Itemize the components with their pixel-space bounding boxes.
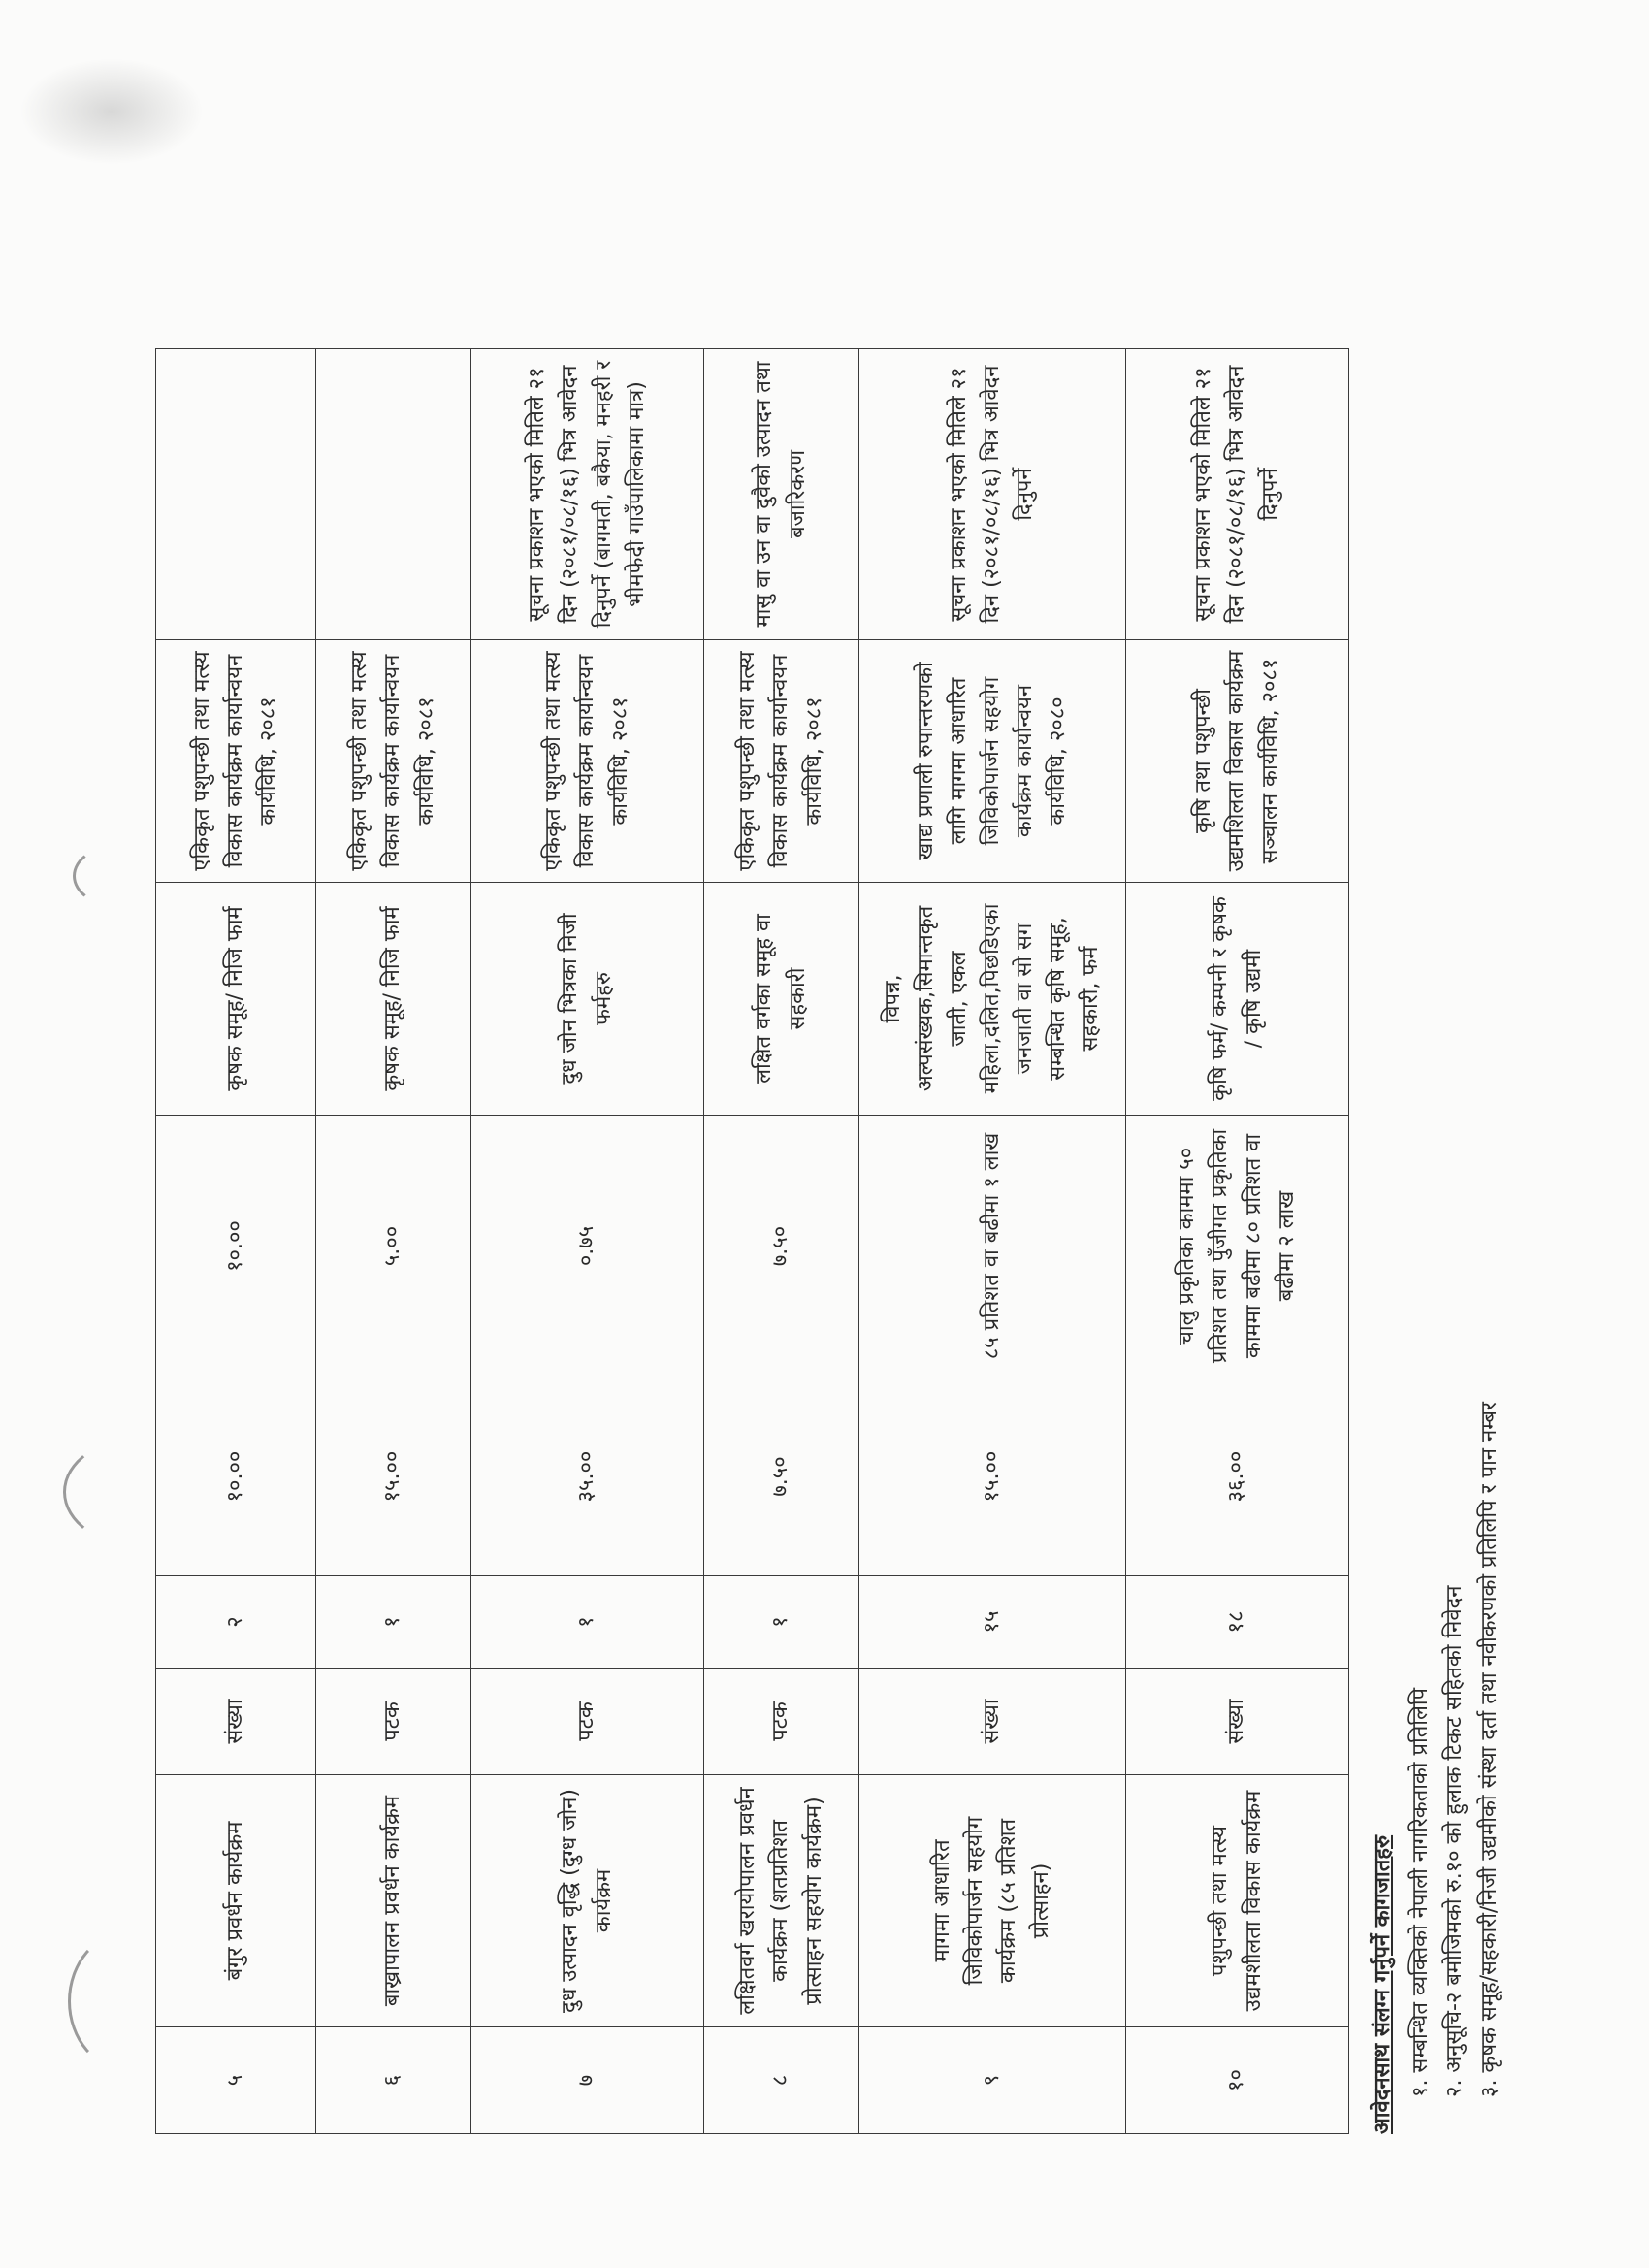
table-row [316,349,471,2134]
cell-remarks [156,349,316,640]
cell-sn: ९ [859,2027,1126,2134]
cell-beneficiary: कृषि फर्म/ कम्पनी र कृषक / कृषि उद्यमी [1126,883,1349,1116]
cell-budget: ३६.०० [1126,1377,1349,1576]
program-table [155,348,1349,2134]
cell-guideline: कृषि तथा पशुपन्छी उद्यमशिलता विकास कार्यक्रम सञ्चालन कार्यविधि, २०८१ [1126,640,1349,883]
document-item: ३. कृषक समूह/सहकारी/निजी उद्यमीको संस्था दर्ता तथा नवीकरणको प्रतिलिपि र पान नम्बर [1476,1402,1502,2097]
cell-remarks: सूचना प्रकाशन भएको मितिले २१ दिन (२०८१/०८/१६) भित्र आवेदन दिनुपर्ने [859,349,1126,640]
cell-guideline: एकिकृत पशुपन्छी तथा मत्स्य विकास कार्यक्रम कार्यान्वयन कार्यविधि, २०८१ [316,640,471,883]
cell-budget: १५.०० [859,1377,1126,1576]
document-item: १. सम्बन्धित व्यक्तिको नेपाली नागरिकताको प्रतिलिपि [1408,1687,1434,2097]
cell-budget: ३५.०० [471,1377,704,1576]
cell-program: बंगुर प्रवर्धन कार्यक्रम [156,1775,316,2027]
cell-beneficiary: दुध जोन भित्रका निजी फर्महरु [471,883,704,1116]
cell-qty: १८ [1126,1576,1349,1669]
cell-unit: संख्या [1126,1669,1349,1775]
cell-guideline: एकिकृत पशुपन्छी तथा मत्स्य विकास कार्यक्रम कार्यान्वयन कार्यविधि, २०८१ [156,640,316,883]
cell-grant: चालु प्रकृतिका काममा ५० प्रतिशत तथा पुँजीगत प्रकृतिका काममा बढीमा ८० प्रतिशत वा बढीमा २ लाख [1126,1116,1349,1377]
cell-unit: संख्या [859,1669,1126,1775]
cell-program: लक्षितवर्ग खरायोपालन प्रवर्धन कार्यक्रम (शतप्रतिशत प्रोत्साहन सहयोग कार्यक्रम) [704,1775,859,2027]
cell-qty: १५ [859,1576,1126,1669]
cell-qty: १ [316,1576,471,1669]
required-documents [1366,349,1506,2134]
table-row [1126,349,1349,2134]
table-row [704,349,859,2134]
cell-budget: १५.०० [316,1377,471,1576]
cell-grant: ८५ प्रतिशत वा बढीमा १ लाख [859,1116,1126,1377]
cell-beneficiary: कृषक समूह/ निजि फार्म [316,883,471,1116]
scan-mark [73,844,166,908]
document-item: २. अनुसूचि-२ बमोजिमको रु.१० को हुलाक टिकट सहितको निवेदन [1442,1585,1468,2097]
cell-sn: ५ [156,2027,316,2134]
cell-sn: ६ [316,2027,471,2134]
cell-unit: पटक [471,1669,704,1775]
cell-budget: ७.५० [704,1377,859,1576]
cell-remarks: सूचना प्रकाशन भएको मितिले २१ दिन (२०८१/०८/१६) भित्र आवेदन दिनुपर्ने [1126,349,1349,640]
cell-program: पशुपन्छी तथा मत्स्य उद्यमशीलता विकास कार्यक्रम [1126,1775,1349,2027]
cell-beneficiary: विपन्न, अल्पसंख्यक,सिमान्तकृत जाती, एकल महिला,दलित,पिछडिएका जनजाती वा सो सग सम्बन्धित कृषि समूह, सहकारी, फर्म [859,883,1126,1116]
cell-guideline: एकिकृत पशुपन्छी तथा मत्स्य विकास कार्यक्रम कार्यान्वयन कार्यविधि, २०८१ [704,640,859,883]
cell-guideline: खाद्य प्रणाली रुपान्तरणको लागि मागमा आधारित जिविकोपार्जन सहयोग कार्यक्रम कार्यान्वयन कार्यविधि, २०८० [859,640,1126,883]
table-row [156,349,316,2134]
documents-heading: आवेदनसाथ संलग्न गर्नुपर्ने कागजातहरु [1371,1834,1395,2134]
cell-unit: पटक [316,1669,471,1775]
cell-grant: १०.०० [156,1116,316,1377]
cell-unit: पटक [704,1669,859,1775]
cell-sn: १० [1126,2027,1349,2134]
cell-sn: ७ [471,2027,704,2134]
cell-program: बाख्रापालन प्रवर्धन कार्यक्रम [316,1775,471,2027]
cell-qty: १ [704,1576,859,1669]
cell-remarks: सूचना प्रकाशन भएको मितिले २१ दिन (२०८१/०८/१६) भित्र आवेदन दिनुपर्ने (बागमती, बकैया, मनहरी र भीमफेदी गाउँपालिकामा मात्र) [471,349,704,640]
cell-remarks [316,349,471,640]
cell-budget: १०.०० [156,1377,316,1576]
cell-grant: ५.०० [316,1116,471,1377]
cell-guideline: एकिकृत पशुपन्छी तथा मत्स्य विकास कार्यक्रम कार्यान्वयन कार्यविधि, २०८१ [471,640,704,883]
cell-qty: १ [471,1576,704,1669]
scan-smudge [19,58,204,165]
cell-unit: संख्या [156,1669,316,1775]
cell-beneficiary: लक्षित वर्गका समूह वा सहकारी [704,883,859,1116]
table-row [859,349,1126,2134]
cell-grant: ०.७५ [471,1116,704,1377]
cell-beneficiary: कृषक समूह/ निजि फार्म [156,883,316,1116]
cell-program: दुध उत्पादन वृद्धि (दुग्ध जोन) कार्यक्रम [471,1775,704,2027]
rotated-document [155,349,1542,2134]
table-row [471,349,704,2134]
cell-remarks: मासु वा उन वा दुवैको उत्पादन तथा बजारिकरण [704,349,859,640]
cell-program: मागमा आधारित जिविकोपार्जन सहयोग कार्यक्रम (८५ प्रतिशत प्रोत्साहन) [859,1775,1126,2027]
cell-sn: ८ [704,2027,859,2134]
cell-grant: ७.५० [704,1116,859,1377]
cell-qty: २ [156,1576,316,1669]
